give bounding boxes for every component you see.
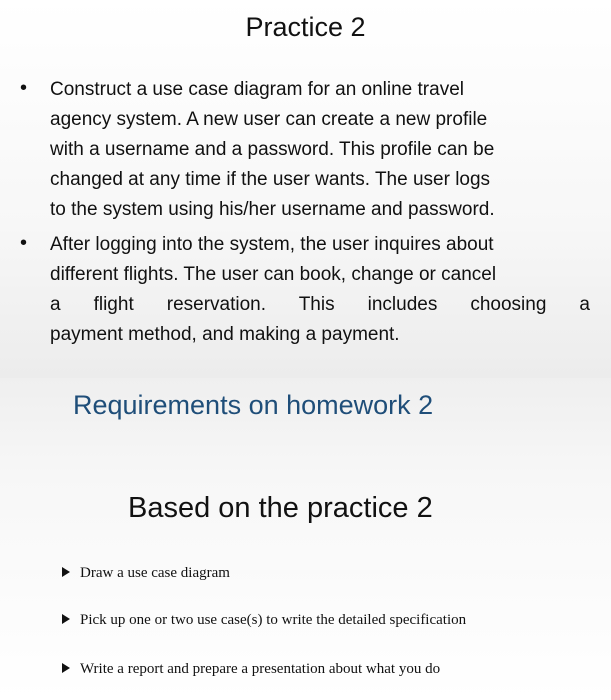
task-item — [62, 565, 230, 582]
task-item — [62, 661, 440, 678]
bullet-line: to the system using his/her username and password. — [50, 199, 495, 220]
bullet-line: payment method, and making a payment. — [50, 324, 400, 345]
arrow-right-icon — [62, 663, 70, 673]
bullet-dot-icon: • — [20, 232, 28, 254]
requirements-slide — [0, 378, 611, 700]
bullet-line: different flights. The user can book, change or cancel — [50, 264, 497, 285]
arrow-right-icon — [62, 614, 70, 624]
bullet-line: agency system. A new user can create a new profile — [50, 109, 488, 130]
bullet-line: a flight reservation. This includes choosing a — [50, 294, 590, 315]
based-on-title: Based on the practice 2 — [128, 492, 433, 524]
bullet-item — [20, 75, 590, 225]
task-label: Write a report and prepare a presentation about what you do — [80, 661, 441, 677]
bullet-line: Construct a use case diagram for an online travel — [50, 79, 464, 100]
bullet-dot-icon: • — [20, 77, 28, 99]
bullet-line: After logging into the system, the user inquires about — [50, 234, 494, 255]
bullet-line: with a username and a password. This profile can be — [50, 139, 495, 160]
bullet-item — [20, 230, 590, 350]
arrow-right-icon — [62, 567, 70, 577]
requirements-title: Requirements on homework 2 — [73, 390, 434, 420]
practice-title: Practice 2 — [245, 12, 366, 42]
task-item — [62, 612, 466, 629]
task-label: Draw a use case diagram — [80, 565, 230, 581]
bullet-line: changed at any time if the user wants. The user logs — [50, 169, 491, 190]
task-label: Pick up one or two use case(s) to write the detailed specification — [80, 612, 467, 628]
